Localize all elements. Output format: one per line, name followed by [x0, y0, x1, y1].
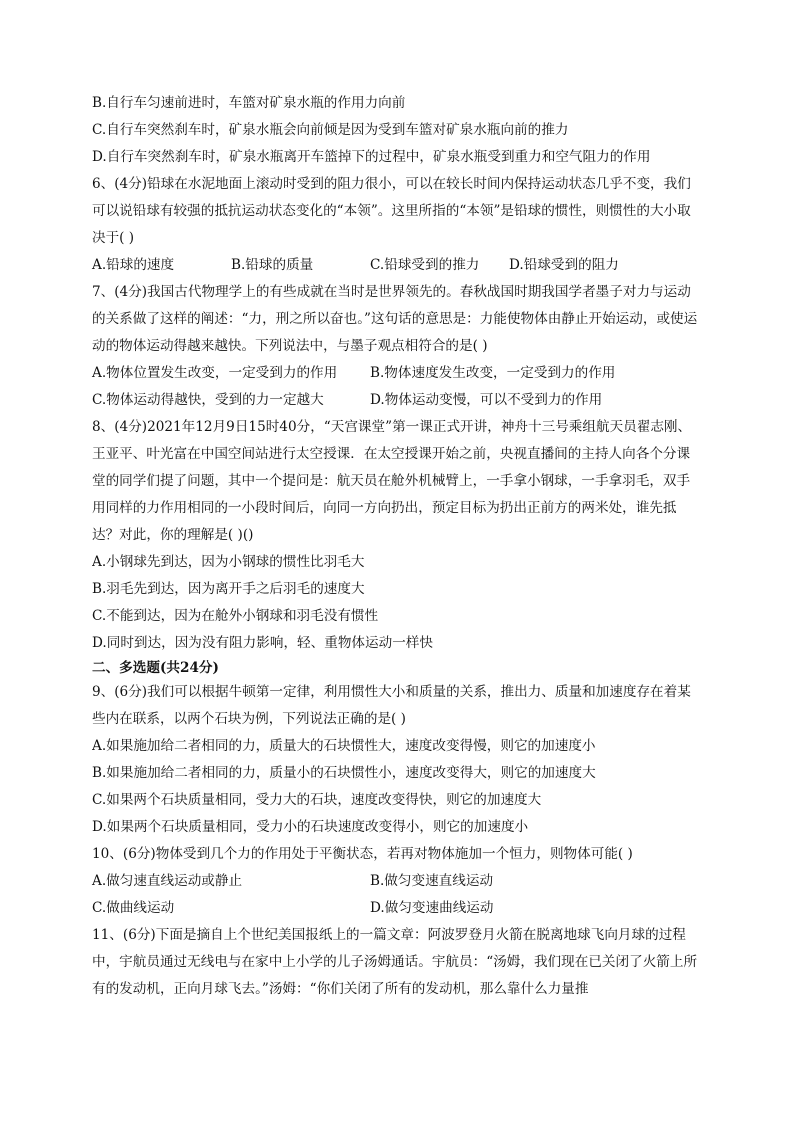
q6-option-c: C.铅球受到的推力: [370, 257, 480, 273]
exam-page: [92, 90, 702, 1003]
q7-options-row1: [92, 360, 702, 387]
q5-option-b: B.自行车匀速前进时，车篮对矿泉水瓶的作用力向前: [92, 95, 406, 111]
q9-option-d: D.如果两个石块质量相同，受力小的石块速度改变得小，则它的加速度小: [92, 819, 529, 835]
q6-options: [92, 252, 702, 279]
q10-option-c: C.做曲线运动: [92, 900, 175, 916]
q6-option-b: B.铅球的质量: [231, 257, 314, 273]
q5-option-c: C.自行车突然刹车时，矿泉水瓶会向前倾是因为受到车篮对矿泉水瓶向前的推力: [92, 122, 569, 138]
q7-option-c: C.物体运动得越快，受到的力一定越大: [92, 392, 324, 408]
q10-option-d: D.做匀变速曲线运动: [370, 900, 494, 916]
q6-option-d: D.铅球受到的阻力: [509, 257, 619, 273]
q10-option-b: B.做匀变速直线运动: [370, 873, 494, 889]
q8-stem: 8、(4分)2021年12月9日15时40分，“天宫课堂”第一课正式开讲，神舟十三号乘组航天员翟志刚、王亚平、叶光富在中国空间站进行太空授课．在太空授课开始之前，央视直播间的主持人向各个分课堂的同学们提了问题，其中一个提问是：航天员在舱外机械臂上，一手拿小钢球，一手拿羽毛，双手用同样的力作用相同的一小段时间后，向同一方向扔出，预定目标为扔出正前方的两米处，谁先抵达？对此，你的理解是( )(): [92, 419, 692, 543]
q7-options-row2: [92, 387, 702, 414]
q8-option-d: D.同时到达，因为没有阻力影响，轻、重物体运动一样快: [92, 635, 433, 651]
q7-option-b: B.物体速度发生改变，一定受到力的作用: [370, 365, 616, 381]
q6-option-a: A.铅球的速度: [92, 257, 175, 273]
q10-options-row1: [92, 868, 702, 895]
q10-option-a: A.做匀速直线运动或静止: [92, 873, 243, 889]
q9-option-a: A.如果施加给二者相同的力，质量大的石块惯性大，速度改变得慢，则它的加速度小: [92, 738, 596, 754]
q6-stem: 6、(4分)铅球在水泥地面上滚动时受到的阻力很小，可以在较长时间内保持运动状态几乎不变，我们可以说铅球有较强的抵抗运动状态变化的“本领”。这里所指的“本领”是铅球的惯性，则惯性的大小取决于( ): [92, 176, 691, 246]
q8-option-c: C.不能到达，因为在舱外小钢球和羽毛没有惯性: [92, 608, 379, 624]
q8-option-a: A.小钢球先到达，因为小钢球的惯性比羽毛大: [92, 554, 365, 570]
q9-option-b: B.如果施加给二者相同的力，质量小的石块惯性小，速度改变得大，则它的加速度大: [92, 765, 596, 781]
q5-option-d: D.自行车突然刹车时，矿泉水瓶离开车篮掉下的过程中，矿泉水瓶受到重力和空气阻力的作用: [92, 149, 651, 165]
q7-option-a: A.物体位置发生改变，一定受到力的作用: [92, 365, 338, 381]
q8-option-b: B.羽毛先到达，因为离开手之后羽毛的速度大: [92, 581, 365, 597]
q11-stem: 11、(6分)下面是摘自上个世纪美国报纸上的一篇文章：阿波罗登月火箭在脱离地球飞向月球的过程中，宇航员通过无线电与在家中上小学的儿子汤姆通话。宇航员：“汤姆，我们现在已关闭了火箭上所有的发动机，正向月球飞去。”汤姆：“你们关闭了所有的发动机，那么靠什么力量推: [92, 927, 698, 997]
section-title-multiple-choice: 二、多选题(共24分): [92, 660, 219, 676]
q10-stem: 10、(6分)物体受到几个力的作用处于平衡状态，若再对物体施加一个恒力，则物体可能( ): [92, 846, 633, 862]
q10-options-row2: [92, 895, 702, 922]
q7-option-d: D.物体运动变慢，可以不受到力的作用: [370, 392, 603, 408]
q9-option-c: C.如果两个石块质量相同，受力大的石块，速度改变得快，则它的加速度大: [92, 792, 542, 808]
q9-stem: 9、(6分)我们可以根据牛顿第一定律，利用惯性大小和质量的关系，推出力、质量和加速度存在着某些内在联系，以两个石块为例，下列说法正确的是( ): [92, 684, 691, 727]
q7-stem: 7、(4分)我国古代物理学上的有些成就在当时是世界领先的。春秋战国时期我国学者墨子对力与运动的关系做了这样的阐述：“力，刑之所以奋也。”这句话的意思是：力能使物体由静止开始运动，或使运动的物体运动得越来越快。下列说法中，与墨子观点相符合的是( ): [92, 284, 698, 354]
